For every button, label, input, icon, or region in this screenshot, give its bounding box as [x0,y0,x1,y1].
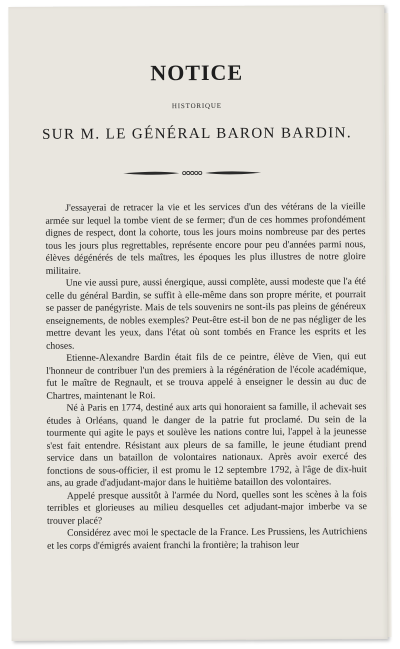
paragraph: J'essayerai de retracer la vie et les services d'un des vétérans de la vieille armée sur lequel la tombe vient de se fermer; d'un de ces hommes profondément dignes de respect, dont la cohorte, tous les jours moins nombreuse par des pertes tous les jours plus regrettables, représente encore pour peu d'années parmi nous, élèves dégénérés de tels maîtres, les époques les plus illustres de notre gloire militaire. [45,201,366,277]
paragraph: Etienne-Alexandre Bardin était fils de ce peintre, élève de Vien, qui eut l'honneur de contribuer l'un des premiers à la régénération de l'école académique, fut le maître de Regnault, et se trouva appelé à enseigner le dessin au duc de Chartres, maintenant le Roi. [46,351,367,402]
paragraph: Né à Paris en 1774, destiné aux arts qui honoraient sa famille, il achevait ses études à Orléans, quand le danger de la patrie fut proclamé. Du sein de la tourmente qui agite le pays et soulève les nations contre lui, l'appel à la jeunesse s'est fait entendre. Résistant aux pleurs de sa famille, le jeune étudiant prend service dans un bataillon de volontaires nationaux. Après avoir exercé des fonctions de sous-officier, il est promu le 12 septembre 1792, à l'âge de dix-huit ans, au grade d'adjudant-major dans le huitième bataillon des volontaires. [46,401,367,489]
paragraph: Une vie aussi pure, aussi énergique, aussi complète, aussi modeste que l'a été celle du général Bardin, se suffit à elle-même dans son propre mérite, et pourrait se passer de panégyriste. Mais de tels souvenirs ne sont-ils pas pleins de généreux enseignements, de nobles exemples? Peut-être est-il bon de ne pas négliger de les mettre devant les yeux, dans l'état où sont tombés en France les esprits et les choses. [45,276,367,352]
paragraph: Appelé presque aussitôt à l'armée du Nord, quelles sont les scènes à la fois terribles et glorieuses au milieu desquelles cet adjudant-major imberbe va se trouver placé? [46,488,367,527]
page-subject: SUR M. LE GÉNÉRAL BARON BARDIN. [42,125,353,143]
ornament-divider [121,168,263,179]
book-page [8,5,387,641]
body-text [45,201,367,553]
page-subtitle: HISTORIQUE [171,101,222,111]
paragraph: Considérez avec moi le spectacle de la France. Les Prussiens, les Autrichiens et les corps d'émigrés avaient franchi la frontière; la trahison leur [47,526,368,552]
page-title: NOTICE [150,59,244,86]
